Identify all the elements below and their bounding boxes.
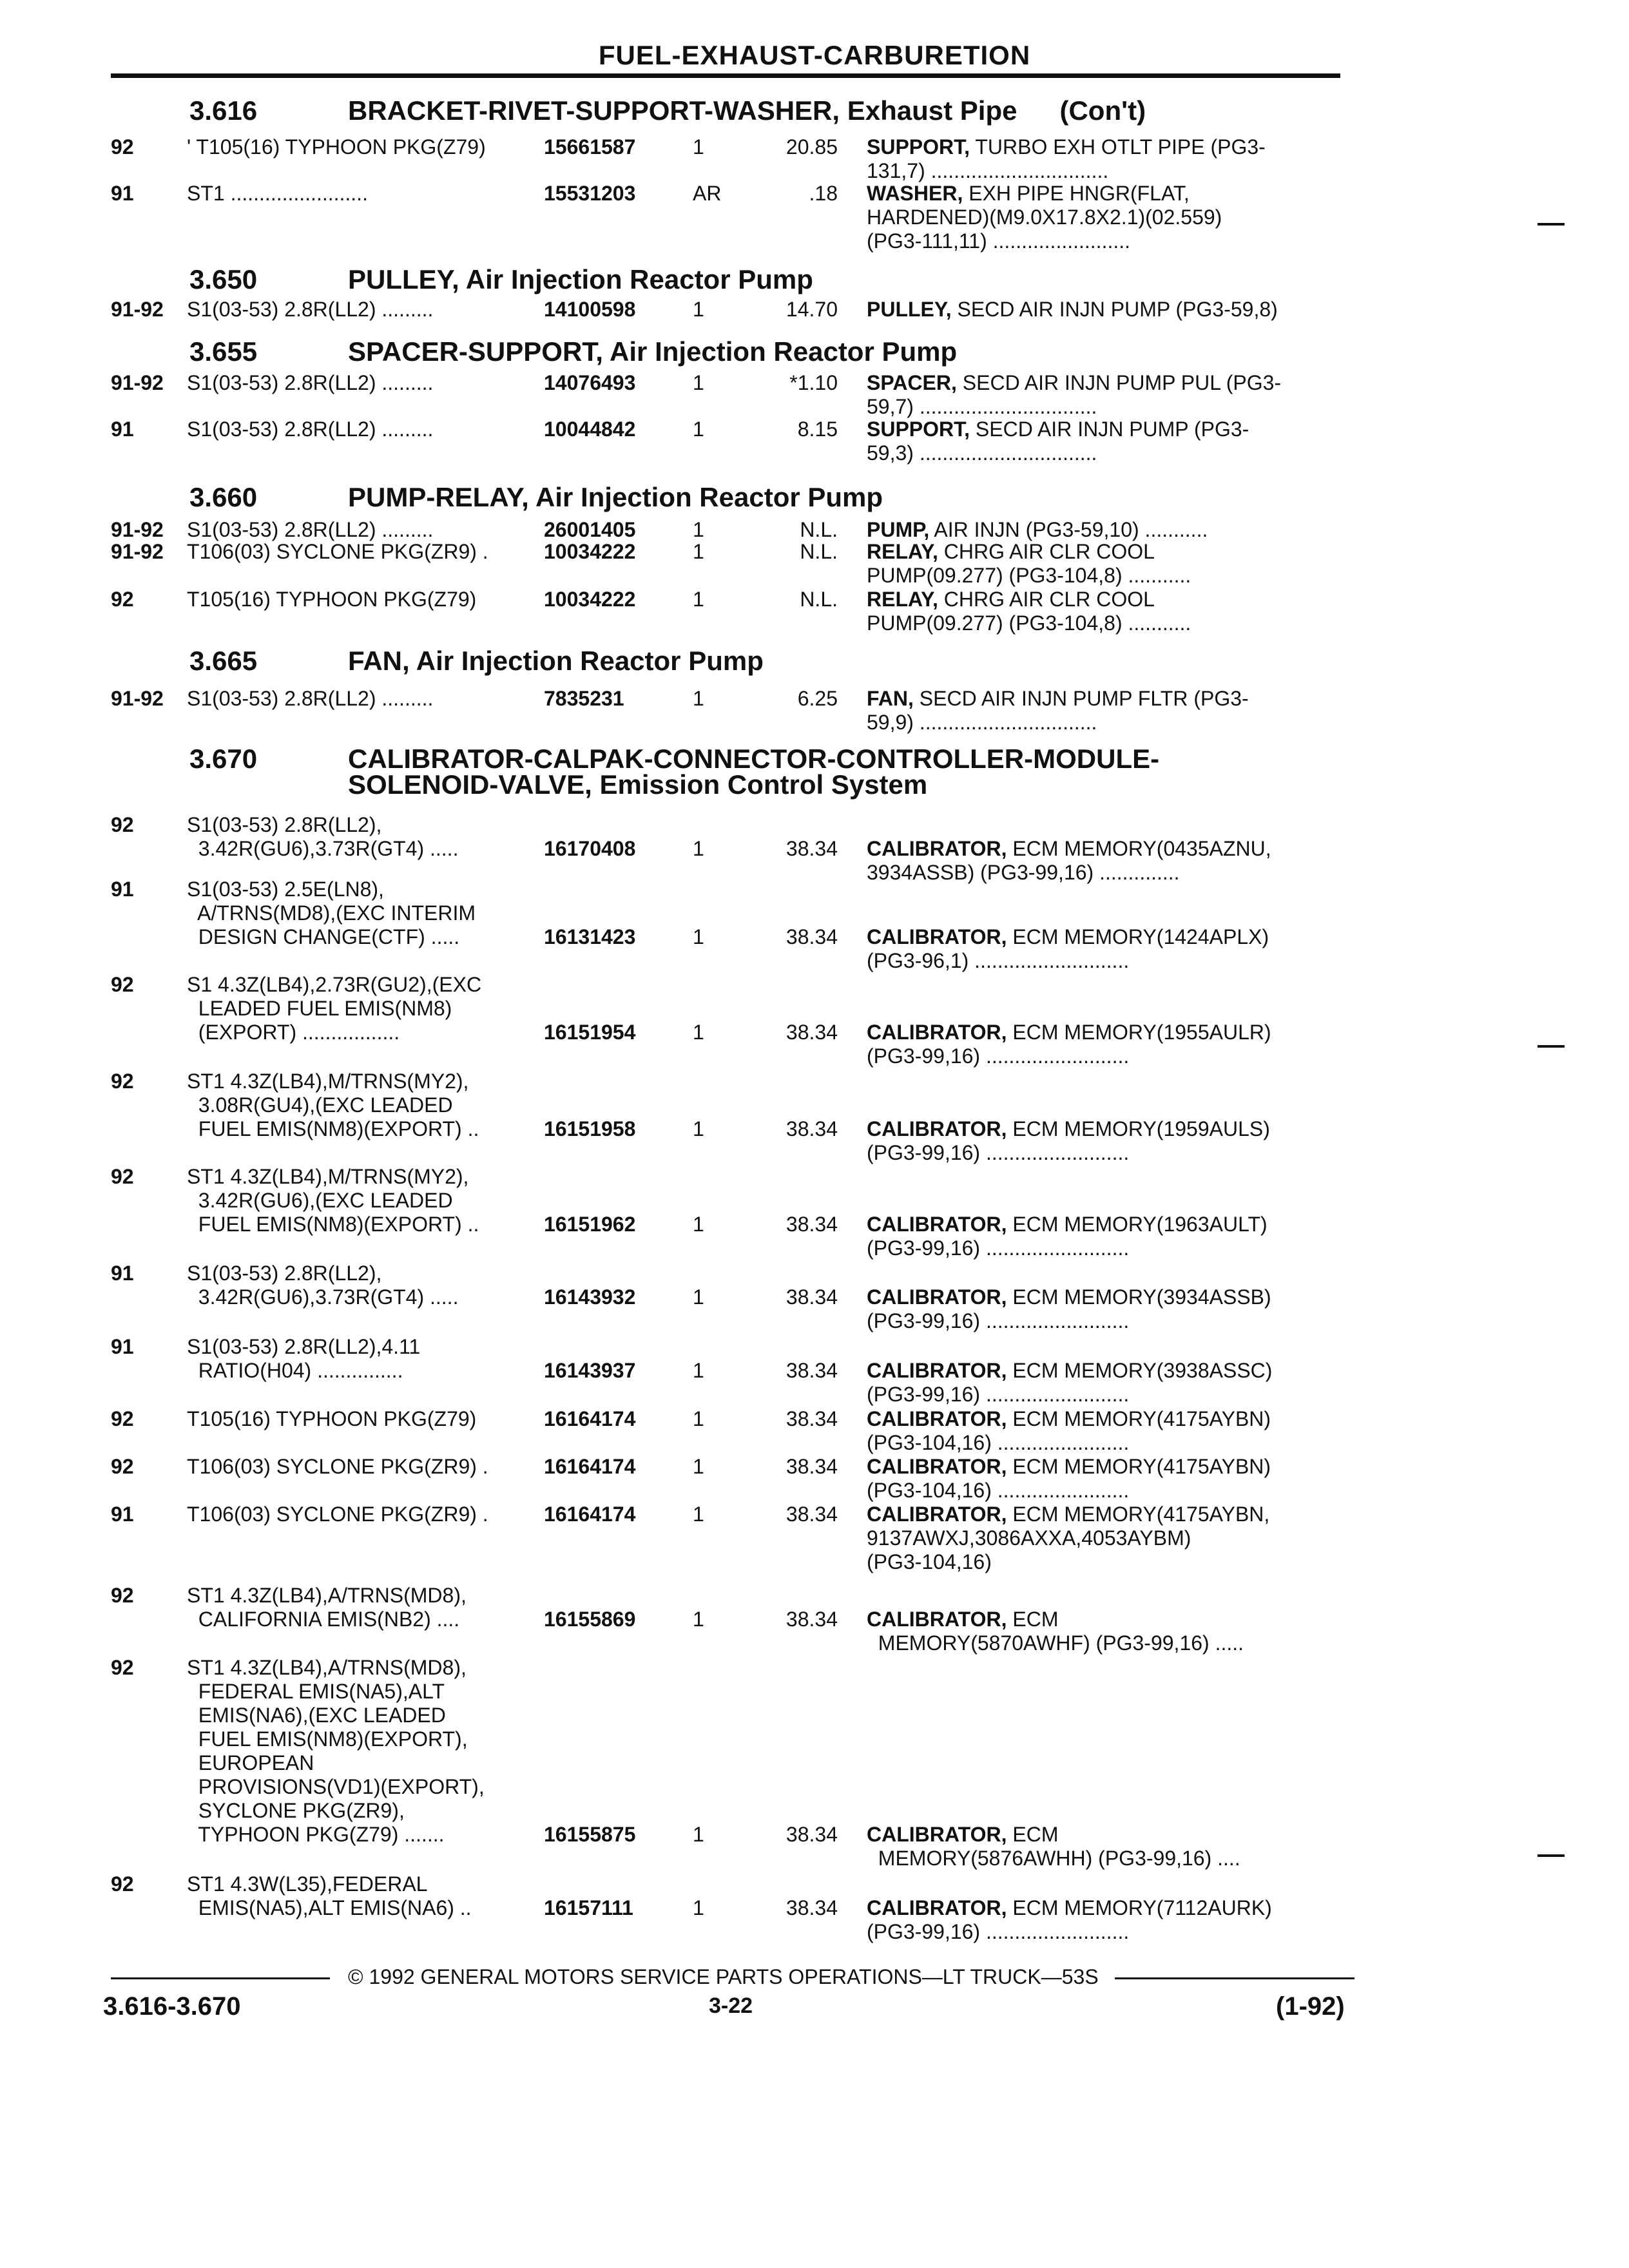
part-name-rest: SECD AIR INJN PUMP (PG3- 59,3) ............................... [867,418,1249,465]
section-number: 3.616 [189,95,258,126]
quantity: 1 [693,837,704,860]
part-name [867,182,1222,253]
price: 38.34 [786,1213,838,1236]
quantity: 1 [693,1285,704,1309]
part-name [867,1896,1272,1944]
application-desc: ST1 ........................ [187,182,368,205]
part-number: 15661587 [544,135,636,159]
quantity: 1 [693,1608,704,1631]
price: .18 [809,182,838,205]
quantity: 1 [693,1021,704,1044]
price: 38.34 [786,1896,838,1919]
price: 38.34 [786,1407,838,1430]
quantity: 1 [693,135,704,159]
quantity: 1 [693,1359,704,1382]
quantity: 1 [693,1455,704,1478]
part-name-bold: CALIBRATOR, [867,1823,1007,1846]
part-name-bold: CALIBRATOR, [867,925,1007,948]
quantity: 1 [693,371,704,394]
part-name-rest: SECD AIR INJN PUMP (PG3-59,8) [951,298,1278,321]
margin-tick [1537,1045,1565,1048]
model-year: 91-92 [111,687,164,710]
model-year: 91-92 [111,298,164,321]
part-number: 10044842 [544,418,636,441]
footer-copyright: © 1992 GENERAL MOTORS SERVICE PARTS OPERATIONS—LT TRUCK—53S [348,1965,1099,1988]
application-desc: T106(03) SYCLONE PKG(ZR9) . [187,1455,488,1478]
price: 38.34 [786,1359,838,1382]
part-name-rest: ECM MEMORY(1955AULR) (PG3-99,16) ......................... [867,1021,1271,1068]
part-name-bold: CALIBRATOR, [867,1896,1007,1919]
part-name-rest: ECM MEMORY(5870AWHF) (PG3-99,16) ..... [878,1608,1244,1655]
application-desc: T106(03) SYCLONE PKG(ZR9) . [187,1503,488,1526]
model-year: 92 [111,813,134,836]
quantity: 1 [693,1117,704,1140]
margin-tick [1537,1854,1565,1857]
part-name-rest: ECM MEMORY(1959AULS) (PG3-99,16) ......................... [867,1117,1270,1164]
price: 38.34 [786,925,838,948]
model-year: 92 [111,1584,134,1607]
model-year: 91-92 [111,371,164,394]
part-name-rest: ECM MEMORY(3934ASSB) (PG3-99,16) ......................... [867,1285,1271,1332]
quantity: 1 [693,298,704,321]
section-number: 3.655 [189,336,258,367]
model-year: 91 [111,1503,134,1526]
quantity: 1 [693,925,704,948]
section-number: 3.665 [189,646,258,676]
part-number: 10034222 [544,588,636,611]
part-name [867,1608,1244,1655]
part-name [867,687,1249,735]
part-name [867,418,1249,465]
application-desc: S1(03-53) 2.8R(LL2), 3.42R(GU6),3.73R(GT4) ..... [187,813,459,860]
part-name [867,1021,1271,1068]
part-name [867,1285,1271,1333]
model-year: 92 [111,135,134,159]
model-year: 92 [111,1455,134,1478]
application-desc: S1(03-53) 2.8R(LL2) ......... [187,298,434,321]
section-number: 3.650 [189,264,258,294]
model-year: 91 [111,878,134,901]
part-name-bold: SPACER, [867,371,957,394]
footer-date-code: (1-92) [1276,1992,1345,2021]
part-name-bold: RELAY, [867,588,938,611]
part-number: 15531203 [544,182,636,205]
part-name-rest: ECM MEMORY(0435AZNU, 3934ASSB) (PG3-99,16) .............. [867,837,1271,884]
footer-page-number: 3-22 [709,1994,753,2018]
part-name-bold: RELAY, [867,540,938,563]
section-number: 3.670 [189,744,258,774]
part-name-rest: ECM MEMORY(5876AWHH) (PG3-99,16) .... [878,1823,1240,1870]
application-desc: T105(16) TYPHOON PKG(Z79) [187,1407,477,1430]
model-year: 91 [111,1335,134,1358]
part-number: 16170408 [544,837,636,860]
part-number: 16151962 [544,1213,636,1236]
part-number: 16131423 [544,925,636,948]
price: *1.10 [789,371,838,394]
price: N.L. [800,540,838,563]
model-year: 91-92 [111,540,164,563]
part-name-rest: ECM MEMORY(3938ASSC) (PG3-99,16) ......................... [867,1359,1273,1406]
part-name-rest: ECM MEMORY(1424APLX) (PG3-96,1) ........................... [867,925,1269,972]
section-heading [189,647,764,675]
part-name [867,1117,1270,1165]
part-name-bold: PUMP, [867,518,930,541]
price: 38.34 [786,1021,838,1044]
price: 38.34 [786,1285,838,1309]
model-year: 92 [111,588,134,611]
price: 8.15 [797,418,838,441]
part-name-rest: AIR INJN (PG3-59,10) ........... [929,518,1208,541]
part-number: 7835231 [544,687,624,710]
quantity: 1 [693,518,704,541]
price: 14.70 [786,298,838,321]
part-name [867,1503,1269,1574]
part-name [867,371,1281,419]
part-number: 16155875 [544,1823,636,1846]
model-year: 92 [111,1656,134,1679]
model-year: 92 [111,1407,134,1430]
part-name-bold: WASHER, [867,182,963,205]
model-year: 92 [111,1872,134,1896]
part-name-bold: CALIBRATOR, [867,1285,1007,1309]
part-name-bold: PULLEY, [867,298,952,321]
section-title: PULLEY, Air Injection Reactor Pump [348,264,813,294]
part-name [867,1407,1271,1455]
section-heading [189,483,883,512]
application-desc: ST1 4.3Z(LB4),M/TRNS(MY2), 3.42R(GU6),(EXC LEADED FUEL EMIS(NM8)(EXPORT) .. [187,1165,479,1236]
price: N.L. [800,588,838,611]
part-name-rest: CHRG AIR CLR COOL PUMP(09.277) (PG3-104,8) ........... [867,540,1191,587]
footer-rule-right [1115,1977,1354,1979]
part-name [867,925,1269,973]
application-desc: ST1 4.3Z(LB4),A/TRNS(MD8), CALIFORNIA EMIS(NB2) .... [187,1584,467,1631]
part-name-rest: ECM MEMORY(7112AURK) (PG3-99,16) ......................... [867,1896,1272,1943]
part-name [867,518,1208,542]
application-desc: ST1 4.3W(L35),FEDERAL EMIS(NA5),ALT EMIS(NA6) .. [187,1872,472,1919]
section-suffix: (Con't) [1059,95,1146,126]
part-name-bold: CALIBRATOR, [867,1359,1007,1382]
part-name-bold: CALIBRATOR, [867,837,1007,860]
quantity: 1 [693,1896,704,1919]
section-title: CALIBRATOR-CALPAK-CONNECTOR-CONTROLLER-MODULE- [348,744,1160,774]
part-name-bold: CALIBRATOR, [867,1503,1007,1526]
part-number: 10034222 [544,540,636,563]
application-desc: ' T105(16) TYPHOON PKG(Z79) [187,135,486,159]
part-name-rest: SECD AIR INJN PUMP FLTR (PG3- 59,9) ............................... [867,687,1249,734]
application-desc: T106(03) SYCLONE PKG(ZR9) . [187,540,488,563]
quantity: 1 [693,1823,704,1846]
part-name-bold: CALIBRATOR, [867,1455,1007,1478]
part-name [867,1359,1272,1407]
section-title: FAN, Air Injection Reactor Pump [348,646,764,676]
price: 38.34 [786,1117,838,1140]
margin-tick [1537,223,1565,226]
footer-section-range: 3.616-3.670 [103,1992,241,2021]
part-number: 14076493 [544,371,636,394]
model-year: 91 [111,1262,134,1285]
section-title-continued: SOLENOID-VALVE, Emission Control System [348,769,928,800]
part-name [867,298,1278,322]
quantity: 1 [693,588,704,611]
part-name [867,588,1191,635]
application-desc: S1(03-53) 2.8R(LL2), 3.42R(GU6),3.73R(GT4) ..... [187,1262,459,1309]
part-name-bold: SUPPORT, [867,418,970,441]
page-header-title: FUEL-EXHAUST-CARBURETION [598,40,1031,70]
model-year: 91 [111,182,134,205]
part-number: 26001405 [544,518,636,541]
part-name [867,1455,1271,1503]
part-name-bold: SUPPORT, [867,135,970,159]
quantity: 1 [693,1407,704,1430]
footer-rule-left [111,1977,330,1979]
quantity: AR [693,182,722,205]
header-rule [111,73,1340,78]
price: 38.34 [786,1503,838,1526]
part-number: 14100598 [544,298,636,321]
application-desc: S1(03-53) 2.8R(LL2) ......... [187,518,434,541]
part-name-bold: CALIBRATOR, [867,1021,1007,1044]
part-number: 16155869 [544,1608,636,1631]
part-name [867,1213,1268,1260]
price: 6.25 [797,687,838,710]
price: 38.34 [786,1455,838,1478]
quantity: 1 [693,418,704,441]
part-name-rest: SECD AIR INJN PUMP PUL (PG3- 59,7) ............................... [867,371,1282,418]
part-name-bold: CALIBRATOR, [867,1608,1007,1631]
part-name-rest: ECM MEMORY(4175AYBN) (PG3-104,16) ....................... [867,1407,1271,1454]
application-desc: ST1 4.3Z(LB4),A/TRNS(MD8), FEDERAL EMIS(NA5),ALT EMIS(NA6),(EXC LEADED FUEL EMIS(NM8)(EXPORT), EUROPEAN PROVISIONS(VD1)(EXPORT), SYCLONE PKG(ZR9), TYPHOON PKG(Z79) ....... [187,1656,485,1846]
part-name-rest: ECM MEMORY(1963AULT) (PG3-99,16) ......................... [867,1213,1268,1260]
quantity: 1 [693,1503,704,1526]
section-number: 3.660 [189,482,258,512]
part-name-rest: ECM MEMORY(4175AYBN, 9137AWXJ,3086AXXA,4053AYBM) (PG3-104,16) [867,1503,1270,1573]
application-desc: ST1 4.3Z(LB4),M/TRNS(MY2), 3.08R(GU4),(EXC LEADED FUEL EMIS(NM8)(EXPORT) .. [187,1070,479,1140]
part-number: 16164174 [544,1455,636,1478]
application-desc: S1(03-53) 2.8R(LL2),4.11 RATIO(H04) ............... [187,1335,421,1382]
part-number: 16151958 [544,1117,636,1140]
part-name-rest: ECM MEMORY(4175AYBN) (PG3-104,16) ....................... [867,1455,1271,1502]
price: N.L. [800,518,838,541]
section-title: PUMP-RELAY, Air Injection Reactor Pump [348,482,883,512]
part-name [867,1823,1240,1870]
part-number: 16164174 [544,1407,636,1430]
application-desc: S1(03-53) 2.8R(LL2) ......... [187,687,434,710]
price: 38.34 [786,1823,838,1846]
quantity: 1 [693,687,704,710]
model-year: 92 [111,973,134,996]
section-heading [189,265,813,294]
part-name-bold: FAN, [867,687,914,710]
part-number: 16143932 [544,1285,636,1309]
section-title: SPACER-SUPPORT, Air Injection Reactor Pump [348,336,958,367]
price: 38.34 [786,1608,838,1631]
section-title: BRACKET-RIVET-SUPPORT-WASHER, Exhaust Pipe [348,95,1017,126]
section-heading [189,97,1146,125]
application-desc: S1(03-53) 2.8R(LL2) ......... [187,371,434,394]
part-number: 16164174 [544,1503,636,1526]
application-desc: S1(03-53) 2.8R(LL2) ......... [187,418,434,441]
part-name-rest: EXH PIPE HNGR(FLAT, HARDENED)(M9.0X17.8X2.1)(02.559) (PG3-111,11) ........................ [867,182,1222,253]
price: 38.34 [786,837,838,860]
part-name [867,135,1266,183]
application-desc: S1(03-53) 2.5E(LN8), A/TRNS(MD8),(EXC INTERIM DESIGN CHANGE(CTF) ..... [187,878,476,948]
section-heading [189,338,957,366]
model-year: 92 [111,1070,134,1093]
part-number: 16143937 [544,1359,636,1382]
part-name-rest: TURBO EXH OTLT PIPE (PG3- 131,7) ............................... [867,135,1266,182]
part-name-rest: CHRG AIR CLR COOL PUMP(09.277) (PG3-104,8) ........... [867,588,1191,635]
part-number: 16151954 [544,1021,636,1044]
part-name-bold: CALIBRATOR, [867,1213,1007,1236]
quantity: 1 [693,540,704,563]
part-name [867,540,1191,588]
part-name [867,837,1271,885]
quantity: 1 [693,1213,704,1236]
application-desc: S1 4.3Z(LB4),2.73R(GU2),(EXC LEADED FUEL EMIS(NM8) (EXPORT) ................. [187,973,482,1044]
part-name-bold: CALIBRATOR, [867,1407,1007,1430]
part-name-bold: CALIBRATOR, [867,1117,1007,1140]
application-desc: T105(16) TYPHOON PKG(Z79) [187,588,477,611]
part-number: 16157111 [544,1896,633,1919]
model-year: 92 [111,1165,134,1188]
model-year: 91-92 [111,518,164,541]
model-year: 91 [111,418,134,441]
price: 20.85 [786,135,838,159]
